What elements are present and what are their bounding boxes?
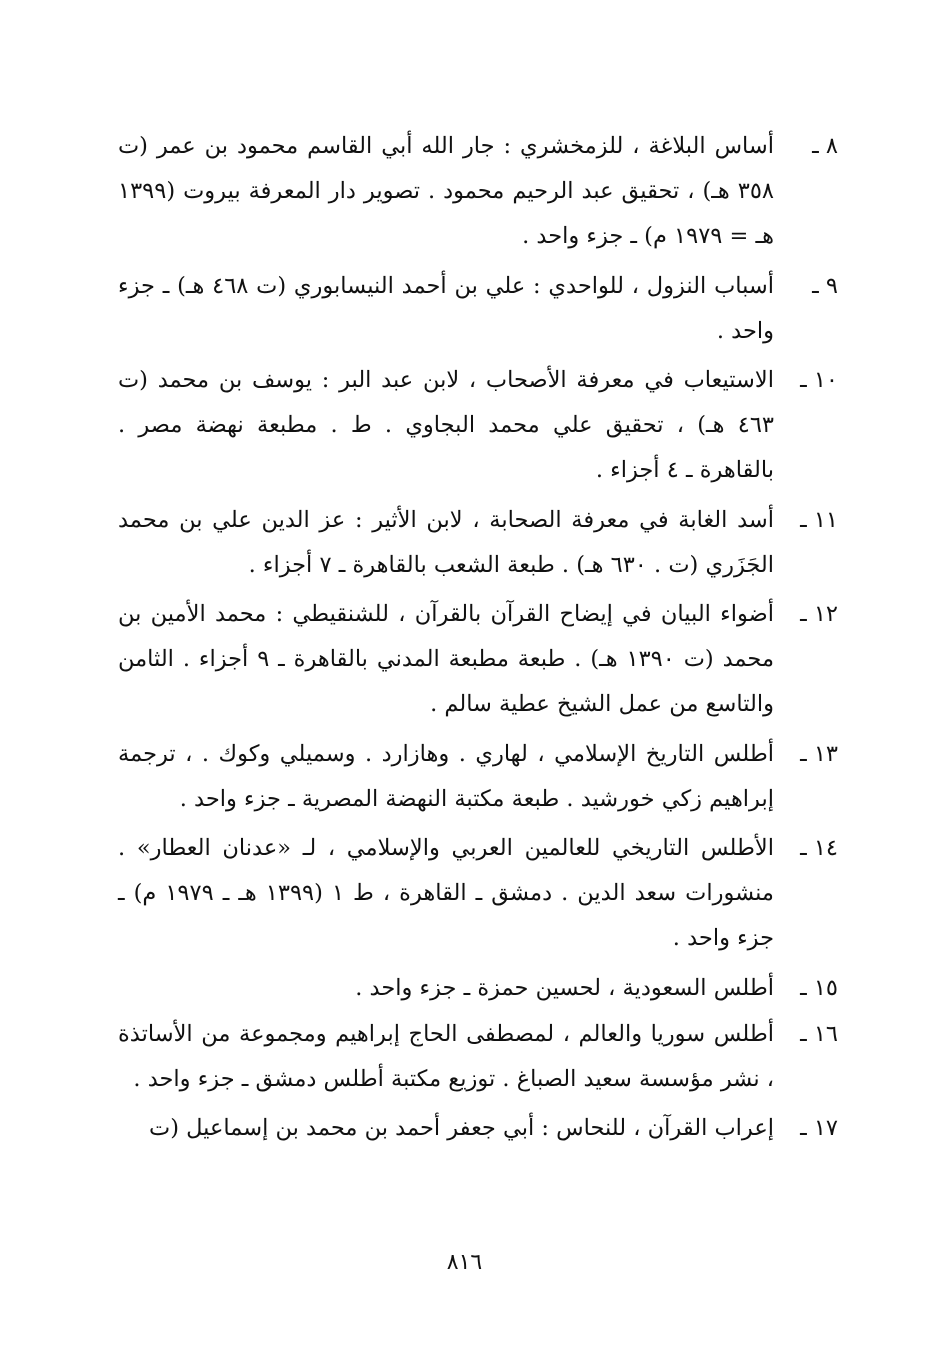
entry-text: أضواء البيان في إيضاح القرآن بالقرآن ، للشنقيطي : محمد الأمين بن محمد (ت ١٣٩٠ هـ) . طبعة مطبعة المدني بالقاهرة ـ ٩ أجزاء . الثامن والتاسع من عمل الشيخ عطية سالم . (118, 601, 774, 717)
bibliography-entry (118, 826, 838, 961)
entry-text: إعراب القرآن ، للنحاس : أبي جعفر أحمد بن محمد بن إسماعيل (ت (149, 1115, 774, 1141)
entry-number: ١٦ ـ (800, 1020, 838, 1047)
entry-text: أساس البلاغة ، للزمخشري : جار الله أبي القاسم محمود بن عمر (ت ٣٥٨ هـ) ، تحقيق عبد الرحيم محمود . تصوير دار المعرفة بيروت (١٣٩٩ هـ = ١٩٧٩ م) ـ جزء واحد . (118, 133, 774, 249)
entry-number: ٨ ـ (812, 133, 838, 159)
entry-number: ١٤ ـ (800, 835, 838, 861)
entry-text: أطلس التاريخ الإسلامي ، لهاري . وهازارد . وسميلي وكوك . ، ترجمة إبراهيم زكي خورشيد . طبعة مكتبة النهضة المصرية ـ جزء واحد . (118, 740, 774, 812)
entry-text: أطلس السعودية ، لحسين حمزة ـ جزء واحد . (355, 974, 774, 1001)
bibliography-entry (118, 498, 838, 588)
entry-text: أسباب النزول ، للواحدي : علي بن أحمد النيسابوري (ت ٤٦٨ هـ) ـ جزء واحد . (118, 272, 775, 344)
page-number: ٨١٦ (446, 1250, 483, 1275)
entry-number: ١٧ ـ (800, 1115, 838, 1141)
bibliography-entry (118, 732, 838, 822)
bibliography-entry (118, 592, 838, 727)
entry-number: ١١ ـ (800, 506, 838, 533)
bibliography-entry (118, 264, 838, 354)
entry-text: الأطلس التاريخي للعالمين العربي والإسلامي ، لـ «عدنان العطار» . منشورات سعد الدين . دمشق ـ القاهرة ، ط ١ (١٣٩٩ هـ ـ ١٩٧٩ م) ـ جزء واحد . (118, 835, 774, 951)
bibliography-list (118, 124, 838, 1156)
entry-number: ١٣ ـ (800, 740, 838, 767)
entry-number: ١٠ ـ (800, 367, 838, 393)
entry-text: أسد الغابة في معرفة الصحابة ، لابن الأثير : عز الدين علي بن محمد الجَزَري (ت . ٦٣٠ هـ) . طبعة الشعب بالقاهرة ـ ٧ أجزاء . (118, 506, 774, 578)
entry-text: أطلس سوريا والعالم ، لمصطفى الحاج إبراهيم ومجموعة من الأساتذة ، نشر مؤسسة سعيد الصباغ . توزيع مكتبة أطلس دمشق ـ جزء واحد . (118, 1020, 774, 1092)
bibliography-entry (118, 966, 838, 1011)
entry-text: الاستيعاب في معرفة الأصحاب ، لابن عبد البر : يوسف بن محمد (ت ٤٦٣ هـ) ، تحقيق علي محمد البجاوي . ط . مطبعة نهضة مصر . بالقاهرة ـ ٤ أجزاء . (118, 367, 774, 483)
entry-number: ٩ ـ (812, 272, 838, 299)
entry-number: ١٢ ـ (800, 601, 838, 627)
bibliography-entry (118, 1012, 838, 1102)
entry-number: ١٥ ـ (800, 974, 838, 1001)
bibliography-entry (118, 358, 838, 493)
bibliography-entry (118, 124, 838, 259)
bibliography-entry (118, 1106, 838, 1151)
